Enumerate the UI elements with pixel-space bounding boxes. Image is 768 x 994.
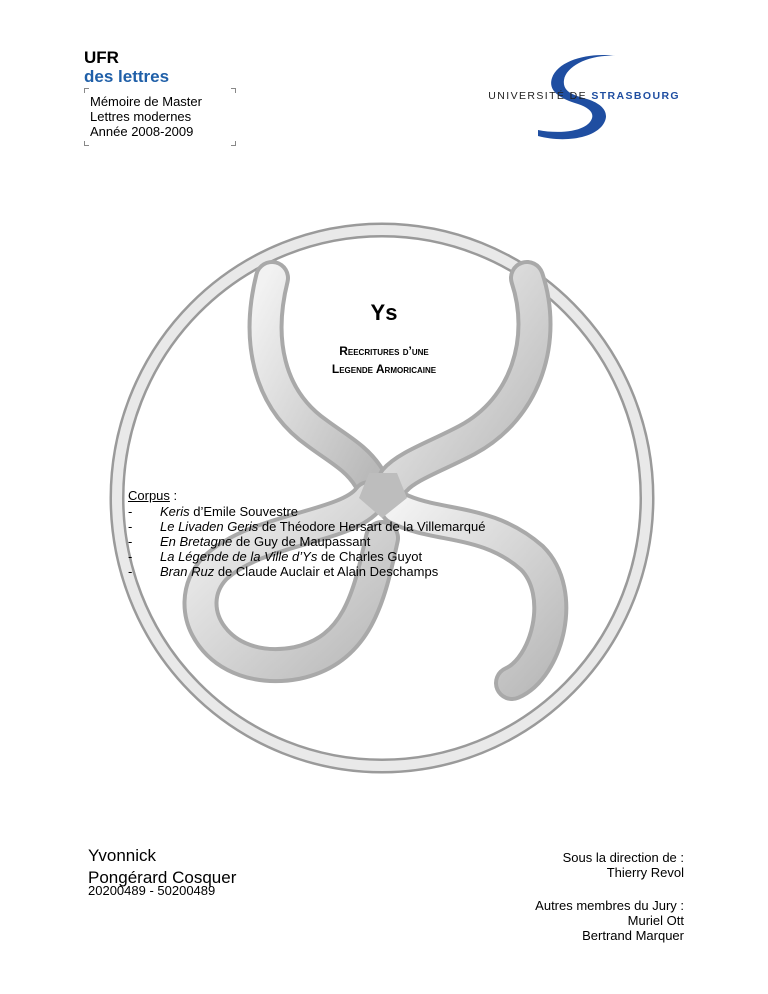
memoire-year: Année 2008-2009 bbox=[90, 124, 194, 139]
director-name: Thierry Revol bbox=[606, 865, 684, 880]
work-title: La Légende de la Ville d’Ys bbox=[160, 549, 318, 564]
logo-text-prefix: UNIVERSITÉ DE bbox=[488, 90, 592, 102]
jury-label: Autres membres du Jury : bbox=[535, 898, 684, 913]
thesis-subtitle-line2: Legende Armoricaine bbox=[331, 362, 437, 376]
work-title: En Bretagne bbox=[160, 534, 233, 549]
list-item: - En Bretagne de Guy de Maupassant bbox=[128, 534, 371, 549]
faculty-name: des lettres bbox=[84, 67, 170, 86]
corpus-label bbox=[128, 488, 177, 503]
list-item: - Keris d’Emile Souvestre bbox=[128, 504, 299, 519]
jury-member: Muriel Ott bbox=[627, 913, 684, 928]
author-first-name: Yvonnick bbox=[88, 846, 157, 865]
corpus-label-suffix: : bbox=[169, 488, 178, 503]
student-ids: 20200489 - 50200489 bbox=[88, 883, 216, 898]
memoire-type: Mémoire de Master bbox=[90, 94, 202, 109]
corpus-label-text: Corpus bbox=[128, 488, 170, 503]
work-author: de Guy de Maupassant bbox=[232, 534, 371, 549]
list-item: - Bran Ruz de Claude Auclair et Alain Deschamps bbox=[128, 564, 439, 579]
work-title: Bran Ruz bbox=[160, 564, 215, 579]
thesis-title: Ys bbox=[370, 300, 398, 325]
ufr-label: UFR bbox=[84, 48, 119, 67]
work-author: d’Emile Souvestre bbox=[189, 504, 299, 519]
direction-label: Sous la direction de : bbox=[562, 850, 684, 865]
list-item: - Le Livaden Geris de Théodore Hersart de la Villemarqué bbox=[128, 519, 486, 534]
work-title: Keris bbox=[160, 504, 190, 519]
work-author: de Claude Auclair et Alain Deschamps bbox=[214, 564, 439, 579]
work-title: Le Livaden Geris bbox=[160, 519, 259, 534]
corpus-list bbox=[128, 504, 485, 579]
memoire-box bbox=[84, 88, 236, 146]
author-last-name: Pongérard Cosquer bbox=[88, 868, 237, 887]
memoire-field: Lettres modernes bbox=[90, 109, 192, 124]
list-item: - La Légende de la Ville d’Ys de Charles Guyot bbox=[128, 549, 423, 564]
jury-member: Bertrand Marquer bbox=[582, 928, 684, 943]
university-logo bbox=[440, 50, 680, 148]
work-author: de Charles Guyot bbox=[317, 549, 423, 564]
logo-text-strong: STRASBOURG bbox=[591, 90, 680, 102]
work-author: de Théodore Hersart de la Villemarqué bbox=[258, 519, 486, 534]
thesis-subtitle-line1: Reecritures d’une bbox=[339, 344, 429, 358]
